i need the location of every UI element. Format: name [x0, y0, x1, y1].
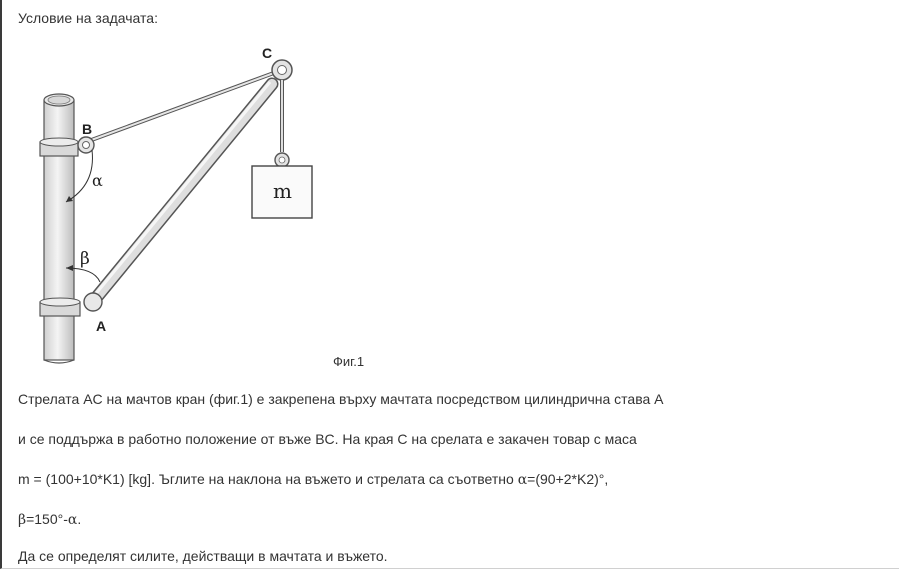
text-line-4 [18, 511, 81, 528]
text-line-4-end: . [77, 511, 82, 527]
text-line-1: Стрелата AC на мачтов кран (фиг.1) е закрепена върху мачтата посредством цилиндрична става A [18, 391, 664, 407]
label-c: C [262, 45, 273, 61]
upper-clamp [40, 138, 78, 156]
text-line-3-prefix: m = (100+10*K1) [kg]. Ъглите на наклона на въжето и стрелата са съответно [18, 471, 518, 487]
problem-heading: Условие на задачата: [18, 10, 158, 26]
text-line-3 [18, 471, 608, 488]
text-line-4-beta: β [18, 512, 27, 528]
text-line-3-suffix: =(90+2*K2)°, [527, 471, 609, 487]
text-line-4-alpha: α [67, 512, 78, 528]
label-beta: β [80, 249, 90, 269]
boom-ac [94, 82, 272, 298]
mast [44, 94, 74, 363]
text-line-2: и се поддържа в работно положение от въже BC. На края C на срелата е закачен товар с маса [18, 431, 637, 447]
label-mass: m [273, 179, 292, 203]
label-a: A [96, 318, 107, 334]
text-line-4-mid: =150°- [26, 511, 68, 527]
label-b: B [82, 121, 93, 137]
label-alpha: α [92, 171, 103, 190]
lower-clamp [40, 298, 80, 316]
hanging-cable [275, 80, 289, 167]
joint-a [84, 293, 102, 311]
text-line-3-alpha: α [517, 472, 528, 488]
figure-caption: Фиг.1 [333, 354, 365, 369]
pulley-c [272, 60, 292, 80]
text-line-5: Да се определят силите, действащи в мачтата и въжето. [18, 548, 388, 564]
